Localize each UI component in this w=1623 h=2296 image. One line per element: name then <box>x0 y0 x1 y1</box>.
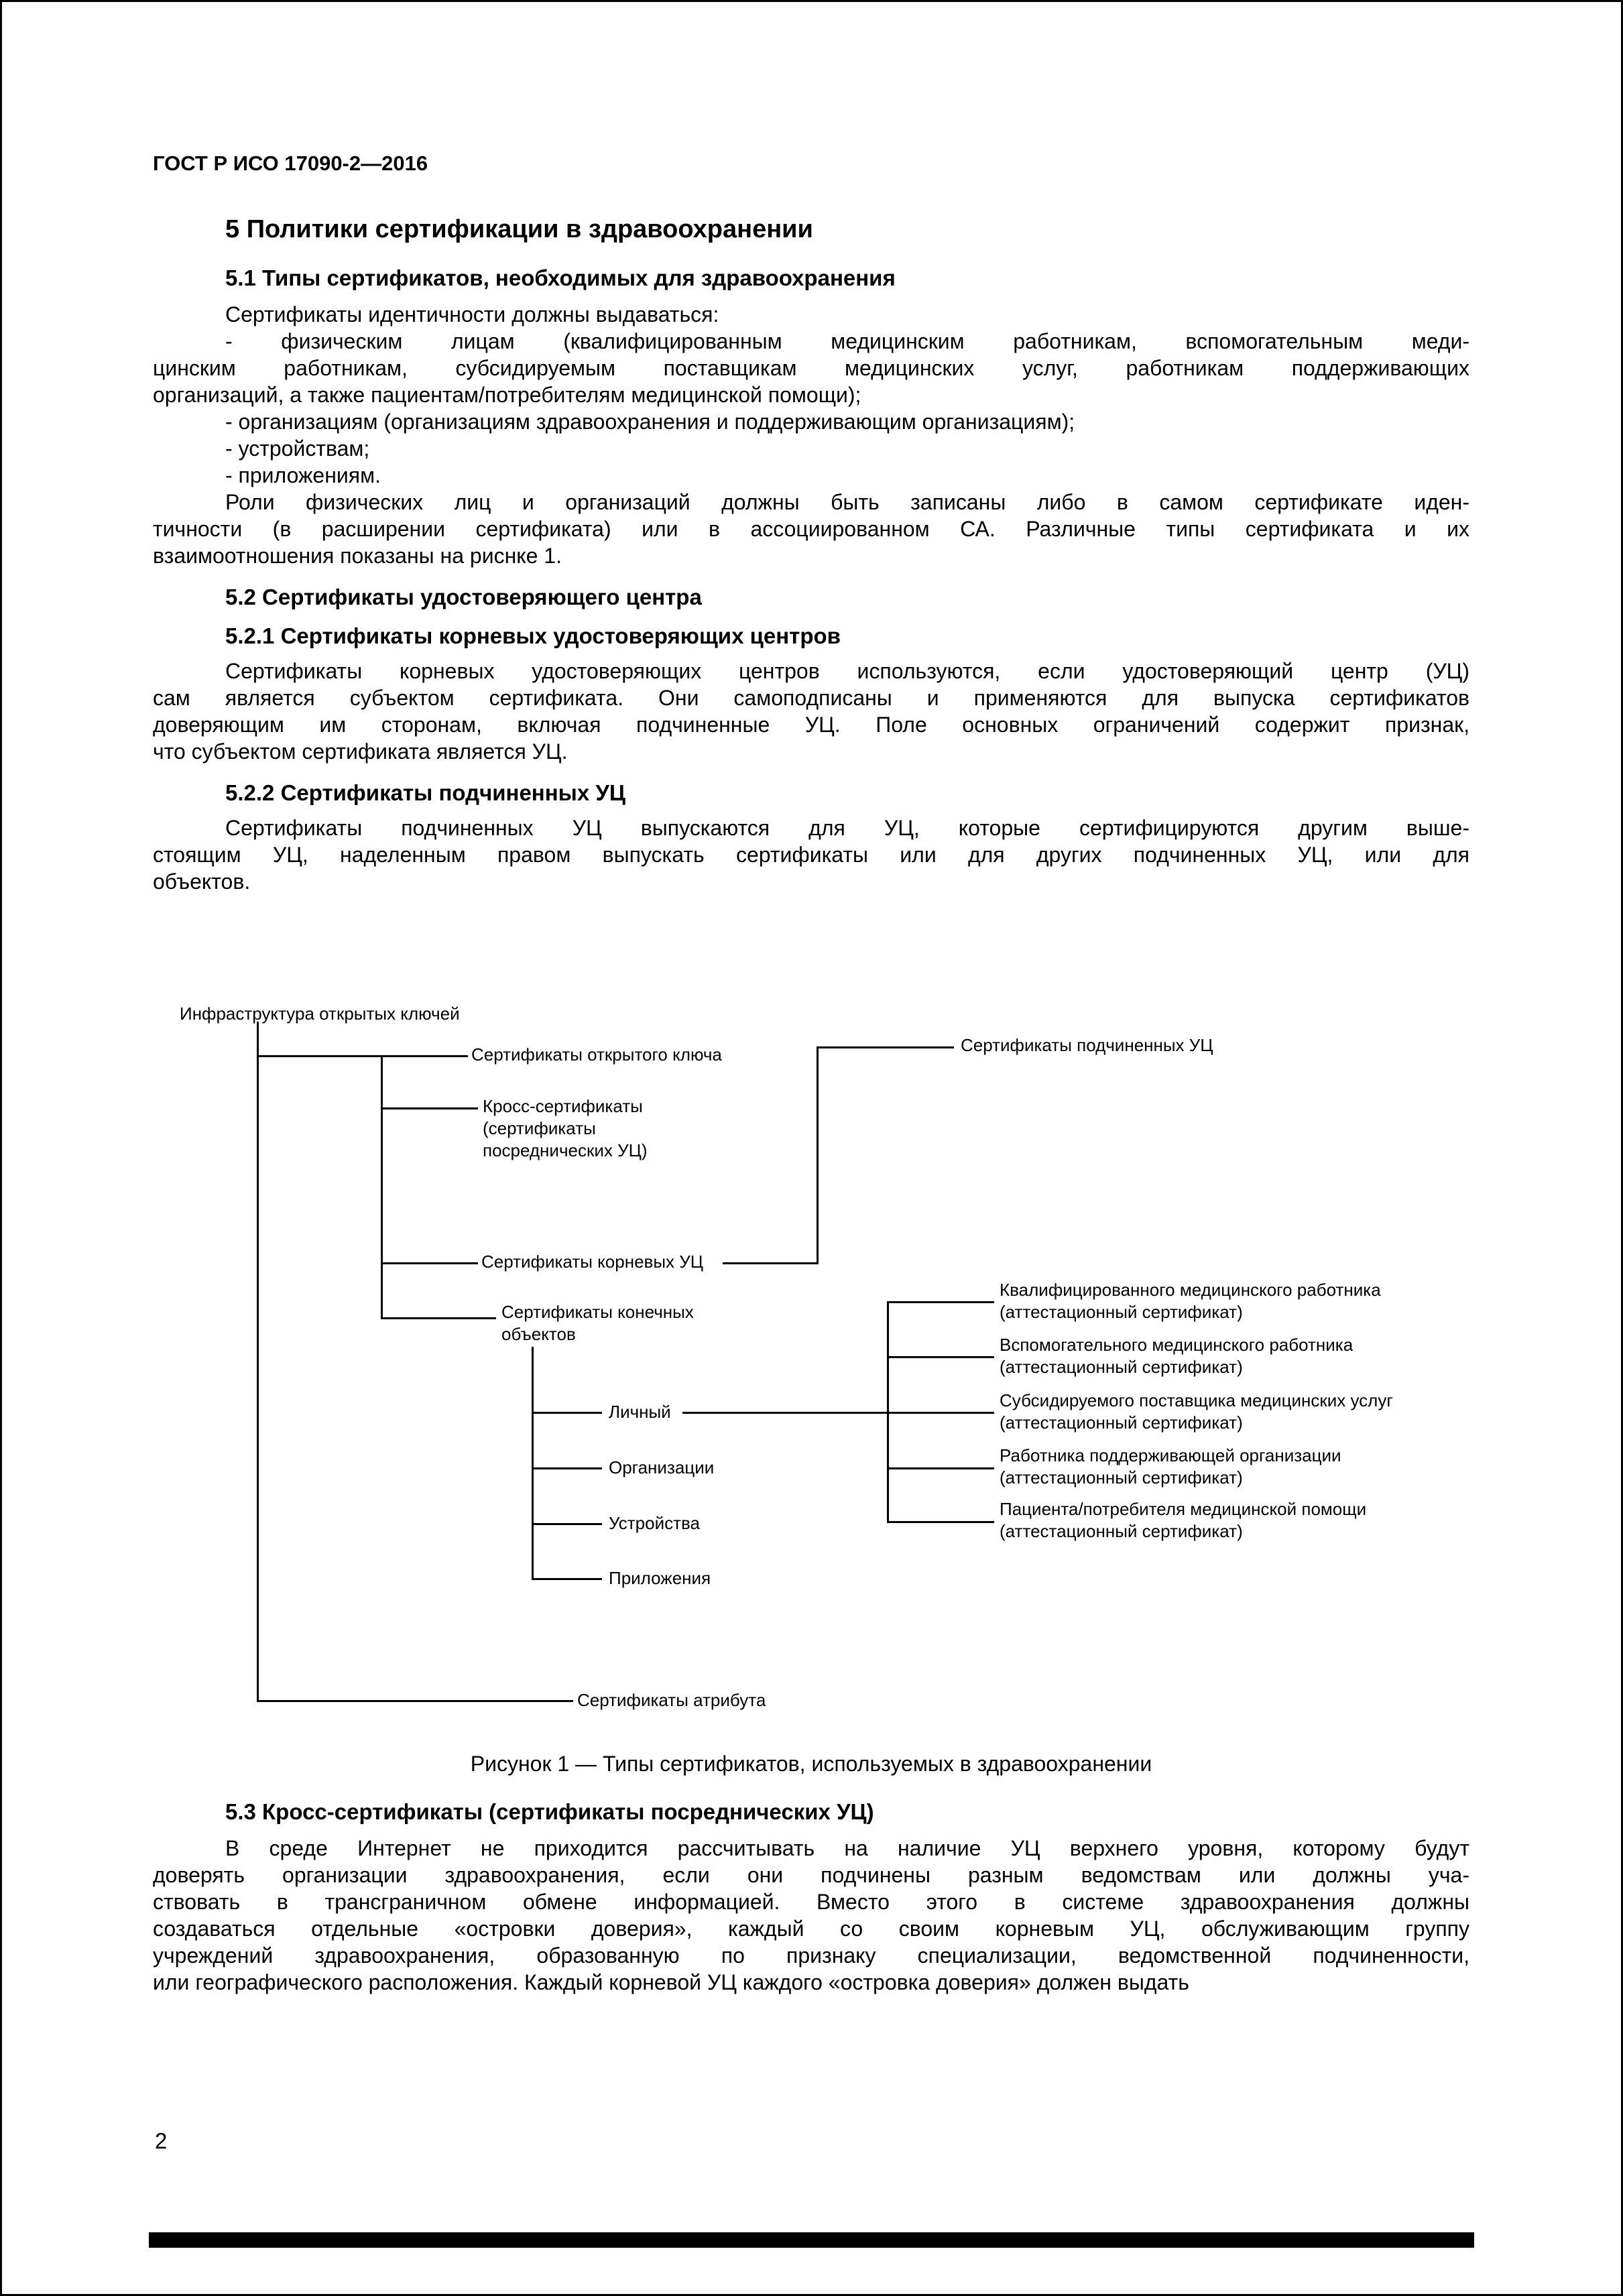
text-line: доверяющим им сторонам, включая подчиненные УЦ. Поле основных ограничений содержит признак, <box>153 713 1469 737</box>
list-item-organizations <box>153 408 1469 435</box>
text-line: объектов. <box>153 869 251 894</box>
text-line: Сертификаты идентичности должны выдаваться: <box>225 302 719 326</box>
section-5-2-1-heading: 5.2.1 Сертификаты корневых удостоверяющих центров <box>225 623 841 648</box>
diagram-label-qualified-worker <box>1000 1279 1381 1323</box>
text-line: В среде Интернет не приходится рассчитывать на наличие УЦ верхнего уровня, которому будут <box>225 1836 1469 1860</box>
diagram-label-applications: Приложения <box>609 1568 711 1588</box>
paragraph-subordinate-ca-certs <box>153 814 1469 895</box>
text-line: создаваться отдельные «островки доверия», каждый со своим корневым УЦ, обслуживающим группу <box>153 1917 1469 1941</box>
diagram-connector-root-to-sub-ca <box>817 1046 819 1264</box>
text-line: сам является субъектом сертификата. Они самоподписаны и применяются для выпуска сертификатов <box>153 686 1469 710</box>
diagram-label-organizations: Организации <box>609 1457 715 1477</box>
text-line: учреждений здравоохранения, образованную по признаку специализации, ведомственной подчиненности, <box>153 1943 1469 1968</box>
text-line: ствовать в трансграничном обмене информацией. Вместо этого в системе здравоохранения должны <box>153 1890 1469 1914</box>
diagram-branch-applications <box>532 1578 602 1580</box>
paragraph-roles <box>153 489 1469 569</box>
diagram-trunk-public-key <box>381 1055 383 1319</box>
diagram-label-root-ca-certs: Сертификаты корневых УЦ <box>481 1252 704 1272</box>
text-line: посреднических УЦ) <box>483 1140 648 1160</box>
diagram-label-patient <box>1000 1498 1366 1543</box>
text-line: взаимоотношения показаны на риснке 1. <box>153 544 562 568</box>
diagram-branch-subordinate-ca <box>817 1046 954 1048</box>
entity-type-name: Работника поддерживающей организации <box>1000 1445 1341 1465</box>
text-line: цинским работникам, субсидируемым поставщикам медицинских услуг, работникам поддерживающих <box>153 356 1469 380</box>
text-line: Роли физических лиц и организаций должны быть записаны либо в самом сертификате иден- <box>225 490 1469 514</box>
entity-type-name: Пациента/потребителя медицинской помощи <box>1000 1499 1367 1519</box>
diagram-branch-devices <box>532 1523 602 1525</box>
page-number: 2 <box>155 2128 168 2153</box>
entity-type-name: Квалифицированного медицинского работника <box>1000 1280 1381 1300</box>
diagram-branch-public-key <box>257 1055 468 1057</box>
footer-bar <box>149 2232 1474 2248</box>
section-5-2-2-heading: 5.2.2 Сертификаты подчиненных УЦ <box>225 780 625 805</box>
diagram-trunk-pki <box>257 1022 259 1702</box>
text-line: Сертификаты подчиненных УЦ выпускаются для УЦ, которые сертифицируются другим выше- <box>225 816 1469 840</box>
diagram-branch-personal <box>532 1412 602 1414</box>
list-item-individuals <box>153 328 1469 408</box>
diagram-label-personal: Личный <box>609 1402 671 1422</box>
diagram-branch-root-ca <box>381 1262 478 1264</box>
figure-1-caption: Рисунок 1 — Типы сертификатов, используемых в здравоохранении <box>470 1752 1152 1776</box>
paragraph-identity-certs-intro <box>153 301 1469 328</box>
diagram-tick-subsidized-provider <box>887 1412 994 1414</box>
text-line: стоящим УЦ, наделенным правом выпускать сертификаты или для других подчиненных УЦ, или для <box>153 843 1469 867</box>
diagram-branch-organizations <box>532 1467 602 1469</box>
entity-type-sub: (аттестационный сертификат) <box>1000 1357 1243 1377</box>
section-5-1-heading: 5.1 Типы сертификатов, необходимых для здравоохранения <box>225 265 896 290</box>
diagram-tick-auxiliary-worker <box>887 1356 994 1358</box>
diagram-trunk-end-entity <box>532 1347 534 1580</box>
text-line: Сертификаты конечных <box>501 1302 694 1322</box>
diagram-label-public-key-certs: Сертификаты открытого ключа <box>471 1044 722 1065</box>
entity-type-sub: (аттестационный сертификат) <box>1000 1521 1243 1541</box>
diagram-branch-attribute-certs <box>257 1700 573 1702</box>
diagram-label-devices: Устройства <box>609 1513 701 1533</box>
diagram-label-subsidized-provider <box>1000 1390 1393 1434</box>
paragraph-cross-certs <box>153 1835 1469 1996</box>
diagram-tick-qualified-worker <box>887 1301 994 1303</box>
text-line: - организациям (организациям здравоохранения и поддерживающим организациям); <box>225 410 1075 434</box>
paragraph-root-ca-certs <box>153 658 1469 765</box>
text-line: Сертификаты корневых удостоверяющих центров используются, если удостоверяющий центр (УЦ) <box>225 659 1469 683</box>
text-line: или географического расположения. Каждый корневой УЦ каждого «островка доверия» должен выдать <box>153 1970 1189 1994</box>
diagram-label-end-entity-certs <box>501 1301 694 1345</box>
diagram-label-auxiliary-worker <box>1000 1334 1353 1378</box>
list-item-applications <box>153 462 1469 489</box>
diagram-label-attribute-certs: Сертификаты атрибута <box>577 1690 766 1710</box>
section-5-heading: 5 Политики сертификации в здравоохранении <box>225 215 813 243</box>
entity-type-sub: (аттестационный сертификат) <box>1000 1467 1243 1488</box>
figure-1-diagram <box>153 1000 1469 1724</box>
diagram-label-supporting-org-worker <box>1000 1445 1341 1489</box>
diagram-label-subordinate-ca-certs: Сертификаты подчиненных УЦ <box>961 1035 1213 1055</box>
entity-type-sub: (аттестационный сертификат) <box>1000 1412 1243 1433</box>
diagram-connector-root-ca-right <box>723 1262 819 1264</box>
diagram-label-cross-certs <box>483 1095 647 1162</box>
diagram-branch-end-entity <box>381 1317 496 1319</box>
section-5-2-heading: 5.2 Сертификаты удостоверяющего центра <box>225 585 702 609</box>
diagram-label-pki-root: Инфраструктура открытых ключей <box>180 1004 460 1024</box>
text-line: - устройствам; <box>225 436 370 461</box>
text-line: объектов <box>501 1324 576 1344</box>
diagram-connector-personal-right <box>682 1412 889 1414</box>
entity-type-name: Вспомогательного медицинского работника <box>1000 1335 1354 1355</box>
entity-type-name: Субсидируемого поставщика медицинских услуг <box>1000 1390 1393 1410</box>
diagram-tick-supporting-org-worker <box>887 1467 994 1469</box>
text-line: Кросс-сертификаты <box>483 1096 643 1116</box>
diagram-tick-patient <box>887 1521 994 1523</box>
text-line: - физическим лицам (квалифицированным медицинским работникам, вспомогательным меди- <box>225 329 1469 353</box>
text-line: (сертификаты <box>483 1118 596 1138</box>
text-line: организаций, а также пациентам/потребителям медицинской помощи); <box>153 383 861 407</box>
section-5-3-heading: 5.3 Кросс-сертификаты (сертификаты посреднических УЦ) <box>225 1799 874 1824</box>
list-item-devices <box>153 435 1469 462</box>
entity-type-sub: (аттестационный сертификат) <box>1000 1302 1243 1322</box>
text-line: что субъектом сертификата является УЦ. <box>153 739 568 764</box>
text-line: доверять организации здравоохранения, если они подчинены разным ведомствам или должны уча- <box>153 1863 1469 1887</box>
document-header: ГОСТ Р ИСО 17090-2—2016 <box>153 152 428 175</box>
diagram-branch-cross-certs <box>381 1107 478 1109</box>
text-line: - приложениям. <box>225 463 381 487</box>
text-line: тичности (в расширении сертификата) или в ассоциированном СА. Различные типы сертификата и их <box>153 517 1469 541</box>
